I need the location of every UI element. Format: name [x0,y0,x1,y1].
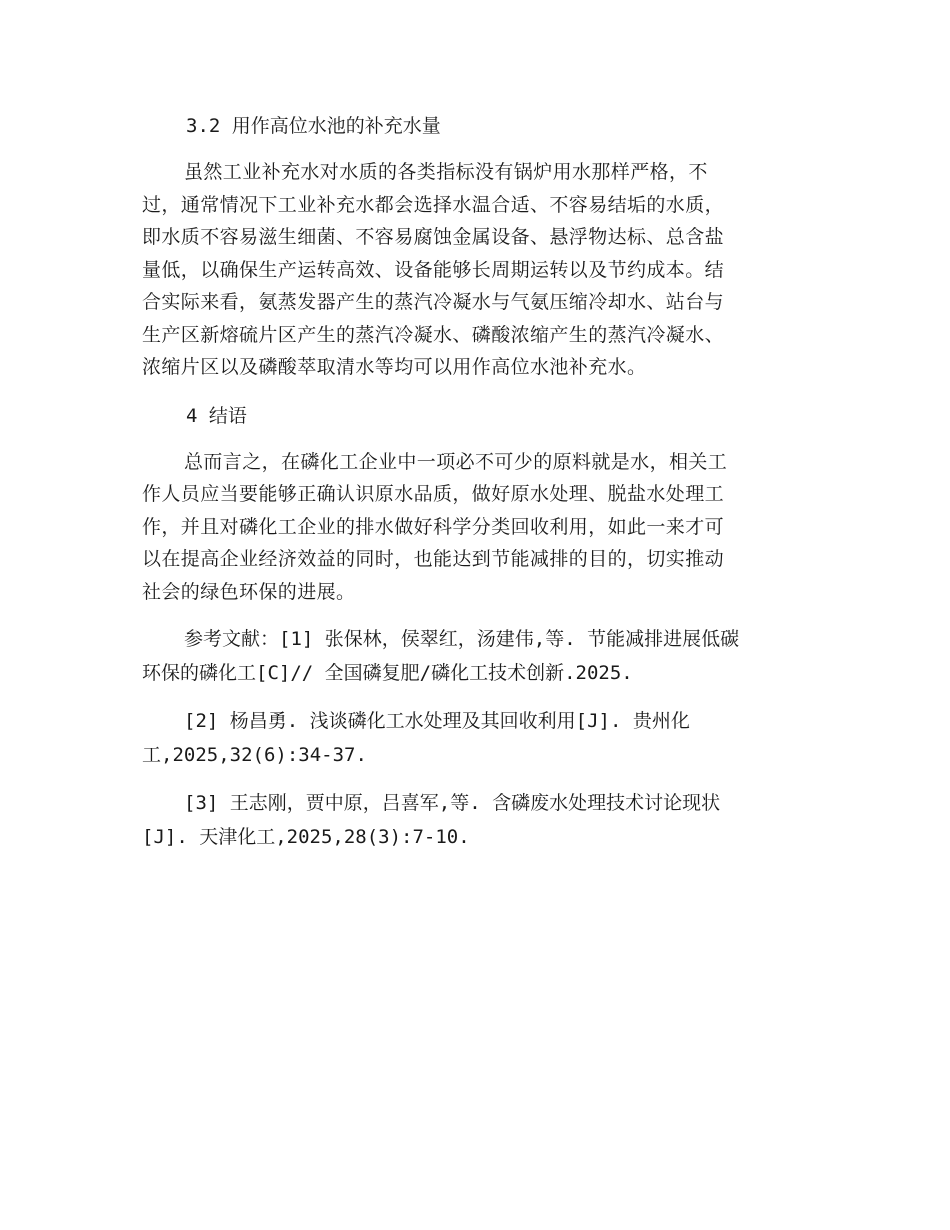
text-line: 作人员应当要能够正确认识原水品质，做好原水处理、脱盐水处理工 [142,483,725,505]
text-line: 作，并且对磷化工企业的排水做好科学分类回收利用，如此一来才可 [142,515,725,538]
text-line: 总而言之，在磷化工企业中一项必不可少的原料就是水，相关工 [184,450,728,473]
section-heading-4: 4 结语 [186,404,247,427]
text-line: 浓缩片区以及磷酸萃取清水等均可以用作高位水池补充水。 [142,356,647,378]
reference-entry-3 [142,786,810,854]
text-line: [2] 杨昌勇. 浅谈磷化工水处理及其回收利用[J]. 贵州化 [184,710,690,732]
reference-entry-2 [142,704,810,772]
text-line: 以在提高企业经济效益的同时，也能达到节能减排的目的，切实推动 [142,548,725,570]
text-line: 合实际来看，氨蒸发器产生的蒸汽冷凝水与气氨压缩冷却水、站台与 [142,291,725,313]
text-line: 参考文献：[1] 张保林，侯翠红，汤建伟,等. 节能减排进展低碳 [184,628,740,650]
text-line: 虽然工业补充水对水质的各类指标没有锅炉用水那样严格，不 [184,161,708,183]
reference-entry-1 [142,622,810,690]
text-line: 社会的绿色环保的进展。 [142,580,356,603]
text-line: 工,2025,32(6):34-37. [142,744,367,766]
document-page [142,108,810,868]
text-line: 即水质不容易滋生细菌、不容易腐蚀金属设备、悬浮物达标、总含盐 [142,226,725,248]
text-line: 过，通常情况下工业补充水都会选择水温合适、不容易结垢的水质， [142,193,725,216]
section-heading-3-2: 3.2 用作高位水池的补充水量 [186,115,441,137]
text-line: 环保的磷化工[C]// 全国磷复肥/磷化工技术创新.2025. [142,662,633,684]
text-line: [3] 王志刚，贾中原，吕喜军,等. 含磷废水处理技术讨论现状 [184,792,721,814]
paragraph-conclusion [142,446,810,609]
text-line: 量低，以确保生产运转高效、设备能够长周期运转以及节约成本。结 [142,258,725,281]
paragraph-makeup-water [142,156,810,384]
text-line: [J]. 天津化工,2025,28(3):7-10. [142,826,470,848]
text-line: 生产区新熔硫片区产生的蒸汽冷凝水、磷酸浓缩产生的蒸汽冷凝水、 [142,323,725,346]
